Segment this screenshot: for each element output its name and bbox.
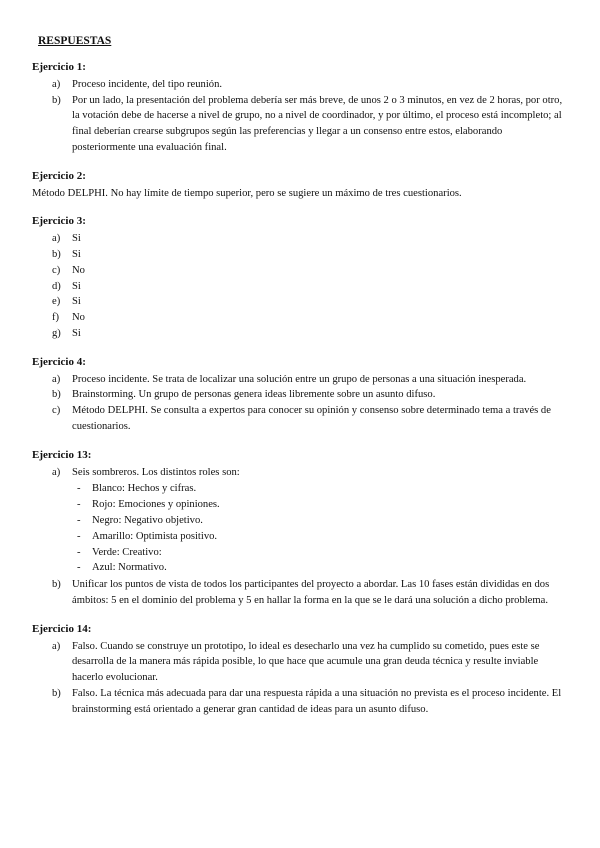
answers-content	[32, 60, 568, 730]
exercise-14-item-a	[32, 639, 568, 686]
item-text: No	[72, 264, 85, 276]
role-text: Negro: Negativo objetivo.	[92, 514, 203, 526]
exercise-4-title: Ejercicio 4:	[32, 355, 86, 368]
item-text: Si	[72, 248, 81, 260]
exercise-1-item-b	[32, 93, 568, 156]
exercise-13-title: Ejercicio 13:	[32, 448, 92, 461]
exercise-3-title: Ejercicio 3:	[32, 215, 86, 228]
exercise-3-item-a	[32, 231, 568, 247]
exercise-4	[32, 355, 568, 435]
exercise-3-item-c	[32, 263, 568, 279]
exercise-14-title: Ejercicio 14:	[32, 622, 92, 635]
item-label: a)	[52, 373, 61, 385]
item-text: Falso. La técnica más adecuada para dar una respuesta rápida a una situación no prevista es el proceso incidente. El brainstorming está orientado a generar gran cantidad de ideas para un asunto difuso.	[72, 687, 562, 715]
item-text: Seis sombreros. Los distintos roles son:	[72, 466, 240, 478]
role-text: Amarillo: Optimista positivo.	[92, 530, 218, 542]
dash-bullet: -	[77, 499, 81, 511]
item-label: b)	[52, 94, 61, 106]
item-text: Proceso incidente, del tipo reunión.	[72, 78, 223, 90]
item-label: c)	[52, 405, 61, 417]
exercise-13	[32, 448, 568, 609]
exercise-2-title: Ejercicio 2:	[32, 169, 86, 182]
item-text: Brainstorming. Un grupo de personas genera ideas libremente sobre un asunto difuso.	[72, 389, 436, 401]
exercise-1	[32, 60, 568, 156]
hat-role-red	[77, 497, 568, 513]
role-text: Verde: Creativo:	[92, 546, 162, 558]
exercise-4-item-c	[32, 403, 568, 435]
exercise-14-item-b	[32, 686, 568, 718]
exercise-13-item-a	[32, 465, 568, 481]
item-text: Proceso incidente. Se trata de localizar una solución entre un grupo de personas a una situación inesperada.	[72, 373, 527, 385]
item-label: a)	[52, 233, 61, 245]
hat-role-green	[77, 545, 568, 561]
item-label: b)	[52, 389, 61, 401]
item-label: f)	[52, 312, 60, 324]
hat-roles-list	[32, 481, 568, 576]
item-label: a)	[52, 78, 61, 90]
exercise-4-item-b	[32, 387, 568, 403]
exercise-4-item-a	[32, 372, 568, 388]
hat-role-black	[77, 513, 568, 529]
exercise-2-text: Método DELPHI. No hay límite de tiempo superior, pero se sugiere un máximo de tres cuestionarios.	[32, 187, 462, 199]
hat-role-white	[77, 481, 568, 497]
exercise-3-item-b	[32, 247, 568, 263]
item-label: d)	[52, 280, 61, 292]
item-label: b)	[52, 579, 61, 591]
role-text: Blanco: Hechos y cifras.	[92, 483, 197, 495]
exercise-3-item-e	[32, 294, 568, 310]
role-text: Rojo: Emociones y opiniones.	[92, 499, 220, 511]
page-title: RESPUESTAS	[38, 35, 112, 47]
hat-role-yellow	[77, 529, 568, 545]
dash-bullet: -	[77, 546, 81, 558]
item-text: Unificar los puntos de vista de todos los participantes del proyecto a abordar. Las 10 fases están divididas en dos ámbitos: 5 en el dominio del problema y 5 en hallar la forma en la que se le dará una solución a dicho problema.	[72, 579, 550, 606]
item-label: a)	[52, 466, 61, 478]
item-text: Si	[72, 327, 81, 339]
item-text: Falso. Cuando se construye un prototipo, lo ideal es desecharlo una vez ha cumplido su cometido, pues este se desarrolla de la manera más rápida posible, lo que hace que acumule una gran deuda técnica y resulte inviable hacerlo evolucionar.	[72, 640, 540, 684]
exercise-1-item-a	[32, 77, 568, 93]
item-text: Si	[72, 296, 81, 308]
exercise-1-title: Ejercicio 1:	[32, 61, 86, 73]
dash-bullet: -	[77, 483, 81, 495]
role-text: Azul: Normativo.	[92, 562, 167, 574]
dash-bullet: -	[77, 530, 81, 542]
dash-bullet: -	[77, 514, 81, 526]
exercise-3	[32, 214, 568, 341]
item-text: Método DELPHI. Se consulta a expertos para conocer su opinión y consenso sobre determinado tema a través de cuestionarios.	[72, 405, 551, 432]
dash-bullet: -	[77, 562, 81, 574]
item-label: g)	[52, 327, 61, 339]
item-text: Si	[72, 280, 81, 292]
item-text: No	[72, 312, 85, 324]
exercise-3-item-f	[32, 310, 568, 326]
item-label: a)	[52, 640, 61, 652]
exercise-3-item-d	[32, 279, 568, 295]
item-text: Si	[72, 233, 81, 245]
exercise-3-item-g	[32, 326, 568, 342]
item-text: Por un lado, la presentación del problema debería ser más breve, de unos 2 o 3 minutos, en vez de 2 horas, por otro, la votación debe de hacerse a nivel de grupo, no a nivel de coordinador, y por último, el proceso está incompleto; al final deberían crearse subgrupos según las preferencias y llegar a un consenso entre estos, elaborando posteriormente una evaluación final.	[72, 94, 563, 153]
exercise-13-item-b	[32, 577, 568, 609]
item-label: e)	[52, 296, 61, 308]
exercise-14	[32, 622, 568, 718]
item-label: b)	[52, 248, 61, 260]
item-label: b)	[52, 687, 61, 699]
item-label: c)	[52, 264, 61, 276]
hat-role-blue	[77, 560, 568, 576]
exercise-2	[32, 169, 568, 202]
